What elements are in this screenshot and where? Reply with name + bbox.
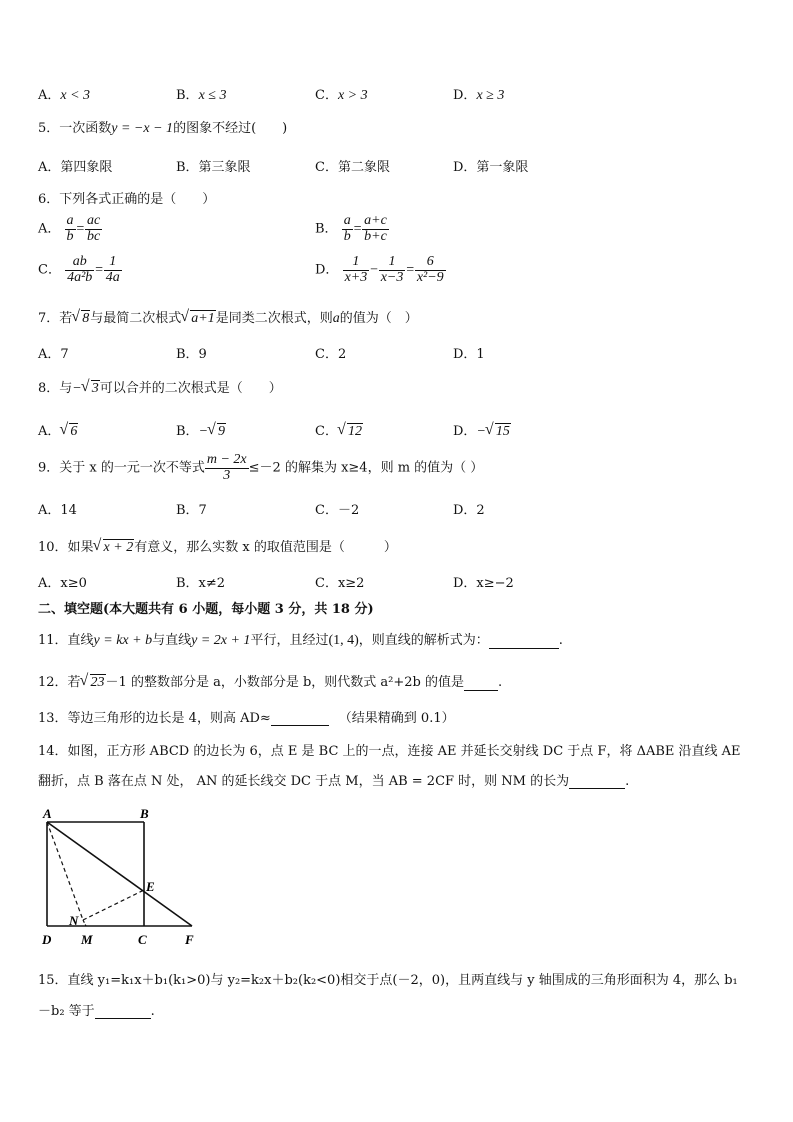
stem-text: 12．若 bbox=[38, 675, 81, 690]
dashed-nm bbox=[83, 920, 86, 926]
minus: − bbox=[369, 262, 379, 278]
stem-text: 有意义，那么实数 x 的取值范围是（ ） bbox=[134, 540, 397, 555]
label-m: M bbox=[81, 932, 93, 947]
question-10-option-b: B．x≠2 bbox=[176, 576, 226, 591]
minus: − bbox=[476, 424, 486, 439]
stem-text: 的值为（ ） bbox=[339, 311, 418, 326]
stem-text: 可以合并的二次根式是（ ） bbox=[99, 381, 282, 396]
question-6-option-b bbox=[315, 214, 389, 244]
option-math: x ≥ 3 bbox=[476, 88, 505, 103]
question-8-option-b bbox=[176, 420, 226, 440]
stem-text: 5．一次函数 bbox=[38, 121, 112, 136]
option-label: D． bbox=[453, 424, 477, 439]
option-d bbox=[453, 84, 504, 104]
question-9-option-b: B．7 bbox=[176, 503, 207, 518]
stem-text: －b₂ 等于 bbox=[38, 1004, 95, 1019]
fraction: $\frac{ac}{bc}$ bbox=[86, 213, 101, 244]
dashed-an bbox=[47, 822, 83, 920]
period: . bbox=[625, 774, 630, 789]
stem-text: 8．与 bbox=[38, 381, 73, 396]
fraction: $\frac{m - 2x}{3}$ bbox=[206, 452, 247, 483]
option-c bbox=[315, 84, 368, 104]
question-8-option-d bbox=[453, 420, 511, 440]
stem-text: 与最简二次根式 bbox=[90, 311, 182, 326]
option-math: x ≤ 3 bbox=[198, 88, 227, 103]
period: . bbox=[150, 1004, 155, 1019]
label-b: B bbox=[140, 806, 149, 821]
question-15-line-2 bbox=[38, 1000, 155, 1019]
equals: = bbox=[75, 221, 85, 237]
stem-text: 是同类二次根式，则 bbox=[215, 311, 333, 326]
option-label: D． bbox=[315, 262, 339, 278]
radical: √ x + 2 bbox=[94, 540, 135, 556]
dashed-ne bbox=[83, 890, 144, 920]
question-7-option-c: C．2 bbox=[315, 347, 347, 362]
question-5-option-a: A．第四象限 bbox=[38, 160, 113, 175]
option-label: C． bbox=[315, 88, 338, 103]
question-5-option-c: C．第二象限 bbox=[315, 160, 390, 175]
question-14-line-2 bbox=[38, 770, 629, 789]
label-e: E bbox=[146, 879, 155, 894]
question-13-stem bbox=[38, 707, 455, 726]
minus: − bbox=[72, 381, 82, 396]
question-6-stem: 6．下列各式正确的是（ ） bbox=[38, 192, 216, 207]
label-d: D bbox=[42, 932, 52, 947]
period: . bbox=[498, 675, 503, 690]
question-9-stem bbox=[38, 453, 483, 483]
stem-text: 7．若 bbox=[38, 311, 73, 326]
answer-blank[interactable] bbox=[489, 636, 559, 649]
stem-math: y = 2x + 1 bbox=[191, 633, 251, 648]
stem-text: 10．如果 bbox=[38, 540, 94, 555]
point: (1, 4) bbox=[328, 633, 359, 648]
radical: √ 15 bbox=[486, 424, 511, 440]
section-heading: 二、填空题(本大题共有 6 小题，每小题 3 分，共 18 分) bbox=[38, 602, 374, 617]
question-7-option-b: B．9 bbox=[176, 347, 207, 362]
option-label: B． bbox=[176, 88, 199, 103]
radical: √ a+1 bbox=[181, 311, 215, 327]
radical: √ 8 bbox=[72, 311, 90, 327]
question-10-stem bbox=[38, 536, 397, 556]
question-5-option-b: B．第三象限 bbox=[176, 160, 251, 175]
stem-text: 翻折，点 B 落在点 N 处， AN 的延长线交 DC 于点 M，当 AB = 2CF 时，则 NM 的长为 bbox=[38, 774, 570, 789]
variable: a bbox=[332, 311, 340, 326]
radical: √ 23 bbox=[81, 675, 106, 691]
question-9-option-a: A．14 bbox=[38, 503, 77, 518]
option-label: C． bbox=[38, 262, 61, 278]
radical: √ 9 bbox=[208, 424, 226, 440]
stem-text: 与直线 bbox=[152, 633, 192, 648]
question-9-option-d: D．2 bbox=[453, 503, 485, 518]
option-a bbox=[38, 84, 90, 104]
question-6-option-c bbox=[38, 255, 122, 285]
question-5-stem bbox=[38, 117, 287, 137]
equals: = bbox=[352, 221, 363, 237]
label-a: A bbox=[43, 806, 52, 821]
question-7-option-a: A．7 bbox=[38, 347, 69, 362]
radical: √ 12 bbox=[338, 424, 363, 440]
stem-math: y = −x − 1 bbox=[111, 121, 174, 136]
question-10-option-a: A．x≥0 bbox=[38, 576, 87, 591]
option-math: x > 3 bbox=[337, 88, 368, 103]
option-label: A． bbox=[38, 88, 61, 103]
answer-blank[interactable] bbox=[271, 713, 329, 726]
label-n: N bbox=[69, 913, 79, 928]
fraction: $\frac{a}{b}$ bbox=[66, 213, 74, 244]
question-9-option-c: C．－2 bbox=[315, 503, 360, 518]
fraction: $\frac{a}{b}$ bbox=[343, 213, 351, 244]
fraction: $\frac{1}{x-3}$ bbox=[380, 254, 404, 285]
fraction: $\frac{1}{4a}$ bbox=[105, 254, 120, 285]
option-label: D． bbox=[453, 88, 477, 103]
option-label: B． bbox=[176, 424, 199, 439]
option-b bbox=[176, 84, 226, 104]
geometry-figure bbox=[36, 802, 206, 950]
question-5-option-d: D．第一象限 bbox=[453, 160, 529, 175]
question-8-option-a bbox=[38, 420, 78, 440]
question-12-stem bbox=[38, 671, 502, 691]
question-10-option-c: C．x≥2 bbox=[315, 576, 365, 591]
question-6-option-a bbox=[38, 214, 102, 244]
period: . bbox=[558, 633, 563, 648]
question-8-option-c bbox=[315, 420, 363, 440]
radical: √ 6 bbox=[60, 424, 78, 440]
equals: = bbox=[405, 262, 415, 278]
stem-text: ≤－2 的解集为 x≥4，则 m 的值为（ ） bbox=[248, 460, 484, 476]
question-11-stem bbox=[38, 629, 563, 649]
question-7-stem bbox=[38, 307, 418, 327]
question-14-line-1: 14．如图，正方形 ABCD 的边长为 6，点 E 是 BC 上的一点，连接 AE 并延长交射线 DC 于点 F，将 ΔABE 沿直线 AE bbox=[38, 744, 741, 759]
stem-text: －1 的整数部分是 a，小数部分是 b，则代数式 a²+2b 的值是 bbox=[105, 675, 464, 690]
fraction: $\frac{1}{x+3}$ bbox=[344, 254, 368, 285]
answer-blank[interactable] bbox=[95, 1006, 151, 1019]
answer-blank[interactable] bbox=[464, 678, 498, 691]
stem-text: ，则直线的解析式为： bbox=[358, 633, 489, 648]
option-math: x < 3 bbox=[60, 88, 91, 103]
stem-text: 13．等边三角形的边长是 4，则高 AD≈ bbox=[38, 711, 271, 726]
question-10-option-d: D．x≥−2 bbox=[453, 576, 514, 591]
stem-text: 平行，且经过 bbox=[250, 633, 329, 648]
minus: − bbox=[198, 424, 209, 439]
question-8-stem bbox=[38, 377, 282, 397]
option-label: C． bbox=[315, 424, 338, 439]
question-6-option-d bbox=[315, 255, 446, 285]
stem-math: y = kx + b bbox=[93, 633, 153, 648]
option-label: A． bbox=[38, 424, 61, 439]
equals: = bbox=[94, 262, 104, 278]
label-f: F bbox=[185, 932, 194, 947]
radical: √ 3 bbox=[82, 381, 100, 397]
stem-text: （结果精确到 0.1） bbox=[338, 711, 455, 726]
stem-text: 9．关于 x 的一元一次不等式 bbox=[38, 460, 205, 476]
answer-blank[interactable] bbox=[569, 776, 625, 789]
question-15-line-1: 15．直线 y₁=k₁x＋b₁(k₁>0)与 y₂=k₂x＋b₂(k₂<0)相交于点(－2，0)，且两直线与 y 轴围成的三角形面积为 4，那么 b₁ bbox=[38, 973, 738, 988]
fraction: $\frac{6}{\text{x²−9}}$ bbox=[416, 254, 444, 285]
label-c: C bbox=[138, 932, 147, 947]
question-7-option-d: D．1 bbox=[453, 347, 485, 362]
fraction: $\frac{a+c}{b+c}$ bbox=[364, 213, 387, 244]
fraction: $\frac{ab}{\text{4a²b}}$ bbox=[67, 254, 93, 285]
stem-text: 的图象不经过( ) bbox=[173, 121, 288, 136]
option-label: A． bbox=[38, 221, 61, 237]
option-label: B． bbox=[315, 221, 338, 237]
line-af bbox=[47, 822, 192, 926]
stem-text: 11．直线 bbox=[38, 633, 94, 648]
